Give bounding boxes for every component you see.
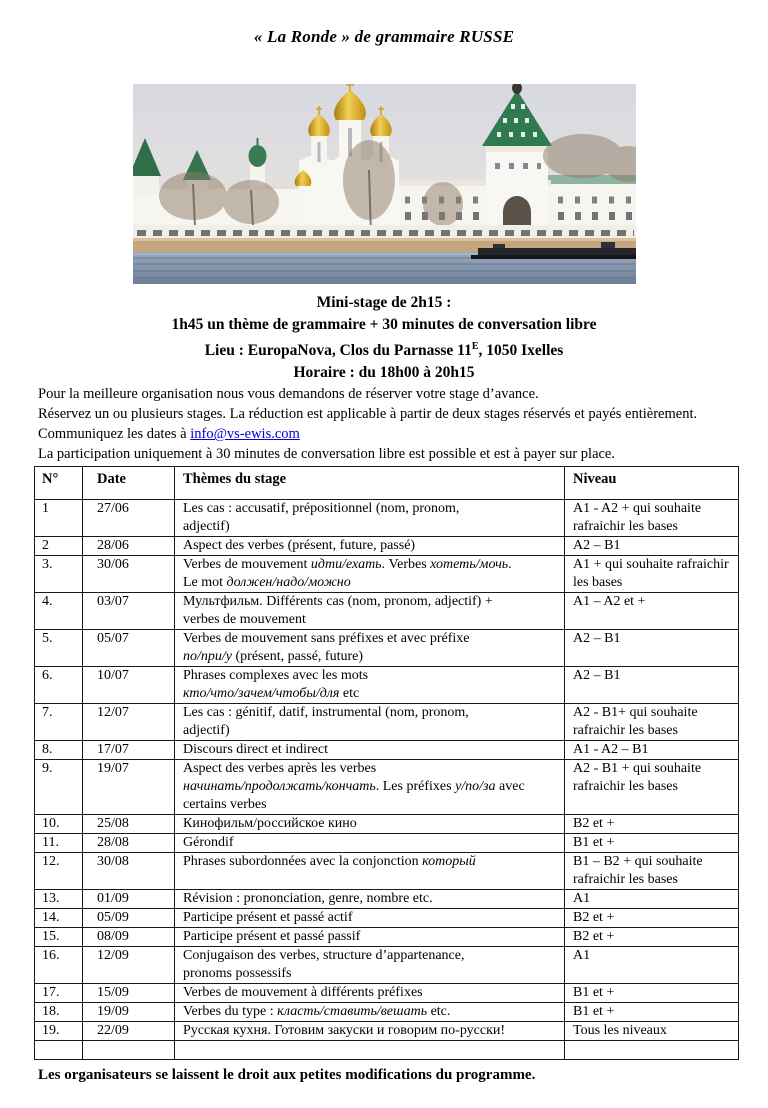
row-niveau-cell: A2 - B1 + qui souhaite rafraichir les bases [565,760,739,815]
row-theme-cell [175,853,565,890]
theme-text: Verbes de mouvement [183,557,311,573]
row-niveau-cell: A1 + qui souhaite rafraichir les bases [565,556,739,593]
row-date-cell: 12/09 [83,947,175,984]
flyer-page [0,26,768,1108]
row-number-cell: 7. [35,704,83,741]
row-number-cell: 2 [35,537,83,556]
row-theme-cell [175,947,565,984]
theme-russian-text: начинать/продолжать/кончать [183,779,376,795]
theme-russian-text: хотеть/мочь [430,557,509,573]
location-superscript: E [471,341,479,352]
table-row [35,1003,739,1022]
email-link[interactable]: info@vs-ewis.com [190,426,300,443]
row-theme-cell [175,630,565,667]
theme-text: avec [495,779,525,795]
location-text: Lieu : EuropaNova, Clos du Parnasse 11 [204,342,472,360]
row-theme-cell [175,704,565,741]
theme-text [183,1042,187,1057]
header-date: Date [83,467,175,500]
row-niveau-cell: B1 et + [565,984,739,1003]
row-number-cell: 13. [35,890,83,909]
row-niveau-cell: A1 – A2 et + [565,593,739,630]
table-row [35,630,739,667]
theme-russian-text: по/при/у [183,649,232,665]
table-row [35,500,739,537]
row-number-cell: 10. [35,815,83,834]
table-row [35,928,739,947]
row-theme-cell [175,667,565,704]
theme-text: Мультфильм. Différents cas (nom, pronom, adjectif) + [183,594,493,610]
row-niveau-cell: A1 [565,947,739,984]
row-niveau-cell: Tous les niveaux [565,1022,739,1041]
theme-text: etc. [427,1004,451,1020]
row-niveau-cell: A1 - A2 – B1 [565,741,739,760]
row-number-cell: 12. [35,853,83,890]
theme-text: verbes de mouvement [183,612,306,628]
row-theme-cell [175,537,565,556]
row-niveau-cell: B1 et + [565,1003,739,1022]
row-number-cell: 16. [35,947,83,984]
theme-text: Aspect des verbes (présent, future, passé) [183,538,416,554]
row-theme-cell [175,984,565,1003]
row-theme-cell [175,928,565,947]
row-theme-cell [175,760,565,815]
theme-text: Phrases subordonnées avec la conjonction [183,854,423,870]
theme-text: Кинофильм/российское кино [183,816,357,832]
monastery-photo [133,84,636,284]
table-row [35,593,739,630]
row-number-cell: 8. [35,741,83,760]
row-theme-cell [175,1041,565,1060]
table-row [35,556,739,593]
theme-text: Les cas : génitif, datif, instrumental (nom, pronom, [183,705,469,721]
row-niveau-cell: B2 et + [565,815,739,834]
row-number-cell: 14. [35,909,83,928]
theme-text: Révision : prononciation, genre, nombre etc. [183,891,433,907]
theme-text: adjectif) [183,723,230,739]
row-theme-cell [175,890,565,909]
theme-text: . Verbes [381,557,431,573]
table-row [35,815,739,834]
row-date-cell: 28/08 [83,834,175,853]
row-number-cell: 15. [35,928,83,947]
row-number-cell: 9. [35,760,83,815]
row-date-cell: 17/07 [83,741,175,760]
notes-block [38,384,714,464]
theme-text: etc [339,686,360,702]
row-number-cell [35,1041,83,1060]
theme-text: pronoms possessifs [183,966,292,982]
table-row [35,947,739,984]
row-number-cell: 17. [35,984,83,1003]
row-niveau-cell: A1 - A2 + qui souhaite rafraichir les bases [565,500,739,537]
intro-line-schedule: Horaire : du 18h00 à 20h15 [293,364,475,382]
row-date-cell: 22/09 [83,1022,175,1041]
theme-text: Aspect des verbes après les verbes [183,761,377,777]
row-niveau-cell: A2 – B1 [565,630,739,667]
stage-table-body [35,500,739,1060]
theme-text: Participe présent et passé actif [183,910,353,926]
row-niveau-cell: B1 et + [565,834,739,853]
theme-text: certains verbes [183,797,267,813]
note-participation: La participation uniquement à 30 minutes de conversation libre est possible et est à payer sur place. [38,446,615,463]
header-niveau: Niveau [565,467,739,500]
theme-text: (présent, passé, future) [232,649,364,665]
theme-text: Le mot [183,575,227,591]
table-row [35,1041,739,1060]
theme-text: Verbes du type : [183,1004,278,1020]
row-niveau-cell: B2 et + [565,909,739,928]
row-niveau-cell: A1 [565,890,739,909]
table-row [35,984,739,1003]
theme-russian-text: у/по/за [455,779,496,795]
table-row [35,760,739,815]
table-row [35,909,739,928]
table-row [35,890,739,909]
row-date-cell: 12/07 [83,704,175,741]
location-text-end: , 1050 Ixelles [478,342,564,360]
table-row [35,834,739,853]
row-date-cell: 01/09 [83,890,175,909]
row-date-cell [83,1041,175,1060]
row-date-cell: 05/09 [83,909,175,928]
row-theme-cell [175,593,565,630]
row-number-cell: 18. [35,1003,83,1022]
row-niveau-cell: A2 – B1 [565,537,739,556]
theme-text: Les cas : accusatif, prépositionnel (nom, pronom, [183,501,460,517]
header-theme: Thèmes du stage [175,467,565,500]
stage-table [34,466,739,1060]
table-row [35,1022,739,1041]
theme-text: . Les préfixes [375,779,456,795]
table-header-row [35,467,739,500]
row-niveau-cell: A2 – B1 [565,667,739,704]
row-number-cell: 4. [35,593,83,630]
row-theme-cell [175,834,565,853]
theme-russian-text: кто/что/зачем/чтобы/для [183,686,340,702]
theme-text: Participe présent et passé passif [183,929,361,945]
row-date-cell: 19/07 [83,760,175,815]
row-number-cell: 19. [35,1022,83,1041]
row-date-cell: 28/06 [83,537,175,556]
row-date-cell: 27/06 [83,500,175,537]
row-theme-cell [175,1022,565,1041]
row-date-cell: 08/09 [83,928,175,947]
row-theme-cell [175,741,565,760]
header-num: N° [35,467,83,500]
row-niveau-cell: A2 - B1+ qui souhaite rafraichir les bases [565,704,739,741]
row-date-cell: 05/07 [83,630,175,667]
note-discount [38,404,714,444]
footer-note: Les organisateurs se laissent le droit aux petites modifications du programme. [38,1067,536,1084]
row-niveau-cell: B1 – B2 + qui souhaite rafraichir les bases [565,853,739,890]
table-row [35,537,739,556]
row-date-cell: 03/07 [83,593,175,630]
row-number-cell: 6. [35,667,83,704]
theme-text: Discours direct et indirect [183,742,329,758]
page-title: « La Ronde » de grammaire RUSSE [253,27,515,46]
theme-text: Verbes de mouvement sans préfixes et avec préfixe [183,631,470,647]
row-theme-cell [175,500,565,537]
row-theme-cell [175,1003,565,1022]
theme-text: . [508,557,512,573]
row-number-cell: 5. [35,630,83,667]
table-row [35,667,739,704]
theme-text: Conjugaison des verbes, structure d’appartenance, [183,948,465,964]
theme-text: Phrases complexes avec les mots [183,668,369,684]
theme-text: Gérondif [183,835,234,851]
table-row [35,741,739,760]
theme-russian-text: должен/надо/можно [226,575,351,591]
row-number-cell: 11. [35,834,83,853]
theme-russian-text: класть/ставить/вешать [277,1004,428,1020]
theme-text: adjectif) [183,519,230,535]
row-niveau-cell [565,1041,739,1060]
theme-russian-text: который [422,854,476,870]
theme-text: Русская кухня. Готовим закуски и говорим по-русски! [183,1023,506,1039]
monastery-photo-graphic [133,84,636,284]
theme-russian-text: идти/ехать [310,557,382,573]
row-theme-cell [175,815,565,834]
intro-line-format: 1h45 un thème de grammaire + 30 minutes de conversation libre [171,316,597,333]
row-date-cell: 15/09 [83,984,175,1003]
row-theme-cell [175,556,565,593]
intro-line-duration: Mini-stage de 2h15 : [316,294,452,311]
note-discount-text: Réservez un ou plusieurs stages. La réduction est applicable à partir de deux stages réservés et payés entièrement. Communiquez les dates à [38,406,698,443]
row-number-cell: 3. [35,556,83,593]
row-date-cell: 19/09 [83,1003,175,1022]
row-number-cell: 1 [35,500,83,537]
row-date-cell: 30/08 [83,853,175,890]
row-date-cell: 10/07 [83,667,175,704]
note-reservation: Pour la meilleure organisation nous vous demandons de réserver votre stage d’avance. [38,386,539,403]
table-row [35,853,739,890]
row-date-cell: 30/06 [83,556,175,593]
intro-block [0,292,768,384]
row-theme-cell [175,909,565,928]
intro-line-location [0,336,768,362]
table-row [35,704,739,741]
row-date-cell: 25/08 [83,815,175,834]
row-niveau-cell: B2 et + [565,928,739,947]
theme-text: Verbes de mouvement à différents préfixes [183,985,423,1001]
